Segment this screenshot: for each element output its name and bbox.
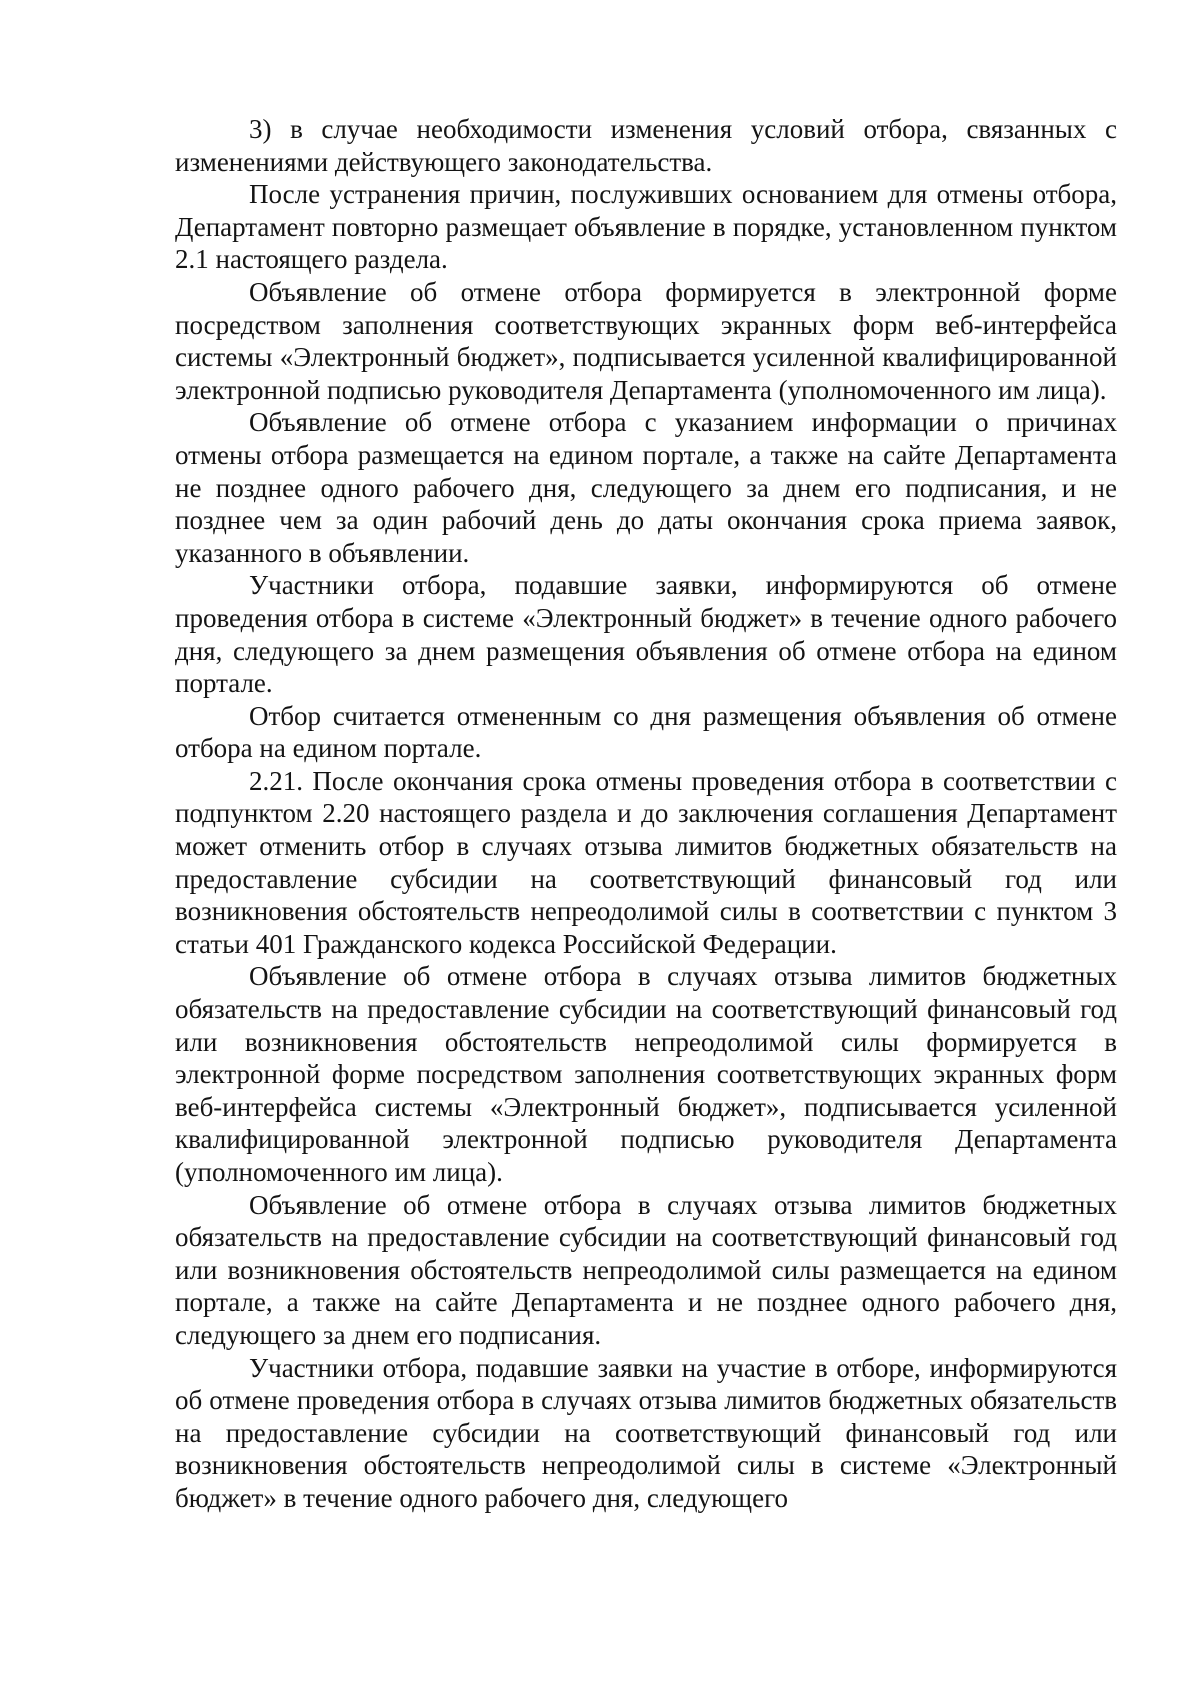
paragraph-1: 3) в случае необходимости изменения условий отбора, связанных с изменениями действующего законодательства.: [175, 114, 1117, 177]
paragraph-6: Отбор считается отмененным со дня размещения объявления об отмене отбора на едином портале.: [175, 700, 1117, 764]
paragraph-5: Участники отбора, подавшие заявки, информируются об отмене проведения отбора в системе «Электронный бюджет» в течение одного рабочего дня, следующего за днем размещения объявления об отмене отбора на едином портале.: [175, 570, 1117, 699]
paragraph-2: После устранения причин, послуживших основанием для отмены отбора, Департамент повторно размещает объявление в порядке, установленном пунктом 2.1 настоящего раздела.: [175, 179, 1117, 275]
document-page: [175, 113, 1117, 1515]
paragraph-3: Объявление об отмене отбора формируется в электронной форме посредством заполнения соответствующих экранных форм веб-интерфейса системы «Электронный бюджет», подписывается усиленной квалифицированной электронной подписью руководителя Департамента (уполномоченного им лица).: [175, 276, 1117, 405]
paragraph-8: Объявление об отмене отбора в случаях отзыва лимитов бюджетных обязательств на предоставление субсидии на соответствующий финансовый год или возникновения обстоятельств непреодолимой силы формируется в электронной форме посредством заполнения соответствующих экранных форм веб-интерфейса системы «Электронный бюджет», подписывается усиленной квалифицированной электронной подписью руководителя Департамента (уполномоченного им лица).: [175, 961, 1117, 1187]
paragraph-4: Объявление об отмене отбора с указанием информации о причинах отмены отбора размещается на едином портале, а также на сайте Департамента не позднее одного рабочего дня, следующего за днем его подписания, и не позднее чем за один рабочий день до даты окончания срока приема заявок, указанного в объявлении.: [175, 407, 1117, 568]
paragraph-7: 2.21. После окончания срока отмены проведения отбора в соответствии с подпунктом 2.20 настоящего раздела и до заключения соглашения Департамент может отменить отбор в случаях отзыва лимитов бюджетных обязательств на предоставление субсидии на соответствующий финансовый год или возникновения обстоятельств непреодолимой силы в соответствии с пунктом 3 статьи 401 Гражданского кодекса Российской Федерации.: [175, 765, 1117, 959]
paragraph-9: Объявление об отмене отбора в случаях отзыва лимитов бюджетных обязательств на предоставление субсидии на соответствующий финансовый год или возникновения обстоятельств непреодолимой силы размещается на едином портале, а также на сайте Департамента и не позднее одного рабочего дня, следующего за днем его подписания.: [175, 1189, 1117, 1350]
paragraph-10: Участники отбора, подавшие заявки на участие в отборе, информируются об отмене проведения отбора в случаях отзыва лимитов бюджетных обязательств на предоставление субсидии на соответствующий финансовый год или возникновения обстоятельств непреодолимой силы в системе «Электронный бюджет» в течение одного рабочего дня, следующего: [175, 1352, 1117, 1513]
